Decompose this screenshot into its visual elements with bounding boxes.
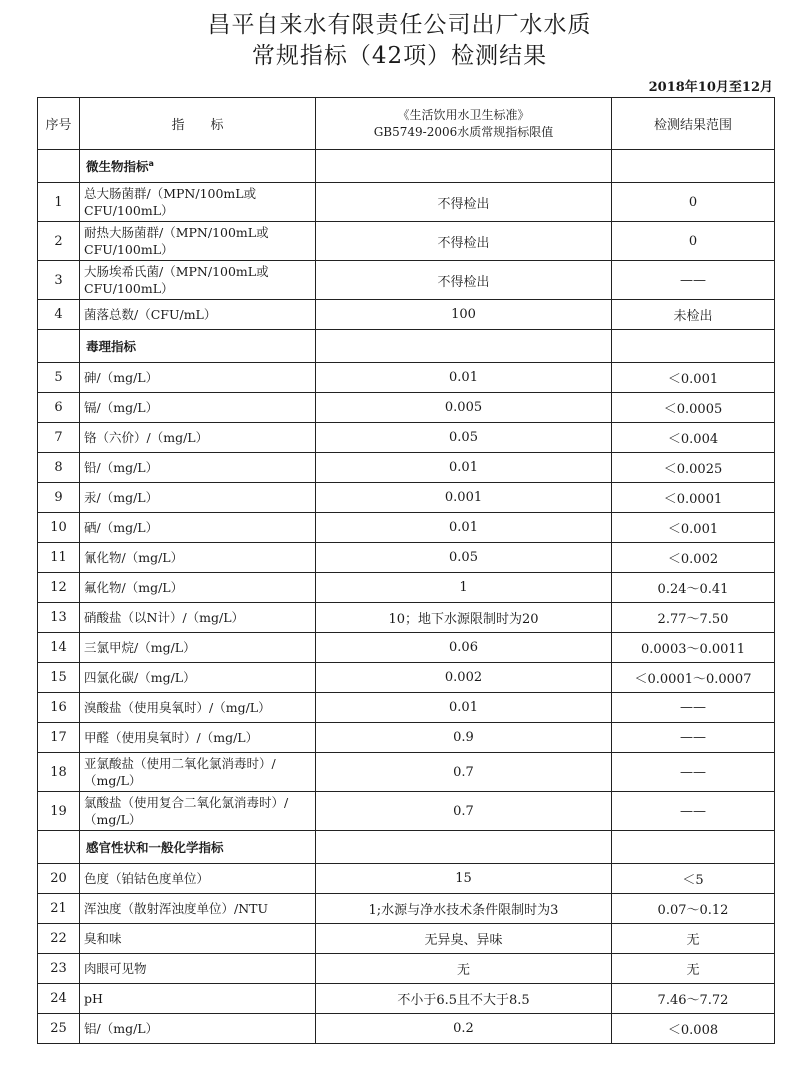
row-limit: 0.05 — [316, 543, 612, 573]
section-name-cell — [80, 150, 316, 183]
row-number: 18 — [38, 753, 80, 792]
table-row — [38, 573, 775, 603]
row-limit: 10；地下水源限制时为20 — [316, 603, 612, 633]
section-empty-cell — [316, 330, 612, 363]
water-quality-table — [37, 97, 775, 1044]
row-limit: 1 — [316, 573, 612, 603]
table-row — [38, 483, 775, 513]
row-result: 无 — [612, 924, 775, 954]
row-indicator: 亚氯酸盐（使用二氧化氯消毒时）/（mg/L） — [80, 753, 316, 792]
row-limit: 0.2 — [316, 1014, 612, 1044]
row-number: 2 — [38, 222, 80, 261]
row-indicator: 硒/（mg/L） — [80, 513, 316, 543]
table-row — [38, 261, 775, 300]
row-result: ＜0.001 — [612, 363, 775, 393]
row-indicator: 臭和味 — [80, 924, 316, 954]
table-row — [38, 723, 775, 753]
row-result: 无 — [612, 954, 775, 984]
section-row — [38, 330, 775, 363]
section-name: 微生物指标 — [86, 159, 149, 174]
row-result: ＜5 — [612, 864, 775, 894]
section-name-cell — [80, 831, 316, 864]
row-indicator: 四氯化碳/（mg/L） — [80, 663, 316, 693]
section-empty-cell — [38, 150, 80, 183]
row-indicator: 总大肠菌群/（MPN/100mL或CFU/100mL） — [80, 183, 316, 222]
row-result: ＜0.0005 — [612, 393, 775, 423]
table-row — [38, 894, 775, 924]
header-standard-line2: GB5749-2006水质常规指标限值 — [373, 124, 554, 139]
row-result: ＜0.001 — [612, 513, 775, 543]
table-row — [38, 792, 775, 831]
section-empty-cell — [612, 150, 775, 183]
row-number: 13 — [38, 603, 80, 633]
document-title-line1: 昌平自来水有限责任公司出厂水水质 — [207, 12, 592, 38]
row-indicator: 汞/（mg/L） — [80, 483, 316, 513]
row-indicator: 浑浊度（散射浑浊度单位）/NTU — [80, 894, 316, 924]
section-empty-cell — [612, 831, 775, 864]
row-indicator: 硝酸盐（以N计）/（mg/L） — [80, 603, 316, 633]
row-result: ＜0.0001～0.0007 — [612, 663, 775, 693]
row-result: —— — [612, 723, 775, 753]
row-number: 3 — [38, 261, 80, 300]
row-result: 7.46～7.72 — [612, 984, 775, 1014]
table-row — [38, 1014, 775, 1044]
row-indicator: 色度（铂钴色度单位） — [80, 864, 316, 894]
row-indicator: 肉眼可见物 — [80, 954, 316, 984]
header-result: 检测结果范围 — [612, 98, 775, 150]
row-limit: 0.01 — [316, 513, 612, 543]
row-indicator: 甲醛（使用臭氧时）/（mg/L） — [80, 723, 316, 753]
table-row — [38, 753, 775, 792]
table-row — [38, 222, 775, 261]
row-number: 10 — [38, 513, 80, 543]
row-result: 2.77～7.50 — [612, 603, 775, 633]
table-row — [38, 363, 775, 393]
section-name: 毒理指标 — [86, 339, 137, 354]
row-number: 12 — [38, 573, 80, 603]
row-result: —— — [612, 261, 775, 300]
row-result: ＜0.0025 — [612, 453, 775, 483]
row-limit: 0.06 — [316, 633, 612, 663]
row-limit: 0.7 — [316, 753, 612, 792]
row-limit: 0.01 — [316, 453, 612, 483]
row-limit: 不得检出 — [316, 183, 612, 222]
row-indicator: 铝/（mg/L） — [80, 1014, 316, 1044]
row-limit: 不小于6.5且不大于8.5 — [316, 984, 612, 1014]
section-name: 感官性状和一般化学指标 — [86, 840, 224, 855]
row-result: ＜0.004 — [612, 423, 775, 453]
row-indicator: 氟化物/（mg/L） — [80, 573, 316, 603]
row-number: 25 — [38, 1014, 80, 1044]
row-number: 9 — [38, 483, 80, 513]
row-number: 24 — [38, 984, 80, 1014]
row-indicator: 氯酸盐（使用复合二氧化氯消毒时）/（mg/L） — [80, 792, 316, 831]
row-number: 16 — [38, 693, 80, 723]
row-limit: 无 — [316, 954, 612, 984]
row-number: 21 — [38, 894, 80, 924]
row-number: 15 — [38, 663, 80, 693]
row-result: 0 — [612, 183, 775, 222]
row-number: 14 — [38, 633, 80, 663]
row-limit: 无异臭、异味 — [316, 924, 612, 954]
section-empty-cell — [612, 330, 775, 363]
row-indicator: 溴酸盐（使用臭氧时）/（mg/L） — [80, 693, 316, 723]
section-row — [38, 831, 775, 864]
table-row — [38, 663, 775, 693]
table-row — [38, 513, 775, 543]
row-indicator: 镉/（mg/L） — [80, 393, 316, 423]
section-empty-cell — [38, 831, 80, 864]
row-result: ＜0.002 — [612, 543, 775, 573]
row-indicator: 砷/（mg/L） — [80, 363, 316, 393]
row-number: 17 — [38, 723, 80, 753]
row-number: 6 — [38, 393, 80, 423]
row-number: 19 — [38, 792, 80, 831]
row-result: ＜0.008 — [612, 1014, 775, 1044]
header-standard — [316, 98, 612, 150]
row-result: ＜0.0001 — [612, 483, 775, 513]
row-number: 7 — [38, 423, 80, 453]
row-limit: 不得检出 — [316, 261, 612, 300]
row-limit: 0.001 — [316, 483, 612, 513]
row-limit: 0.002 — [316, 663, 612, 693]
row-limit: 0.01 — [316, 363, 612, 393]
row-limit: 0.005 — [316, 393, 612, 423]
row-result: 0.24～0.41 — [612, 573, 775, 603]
row-indicator: pH — [80, 984, 316, 1014]
row-indicator: 氰化物/（mg/L） — [80, 543, 316, 573]
table-row — [38, 693, 775, 723]
row-result: —— — [612, 792, 775, 831]
document-title-line2: 常规指标（42项）检测结果 — [251, 43, 548, 69]
row-result: —— — [612, 693, 775, 723]
table-row — [38, 453, 775, 483]
row-indicator: 大肠埃希氏菌/（MPN/100mL或CFU/100mL） — [80, 261, 316, 300]
row-number: 20 — [38, 864, 80, 894]
row-limit: 100 — [316, 300, 612, 330]
row-number: 5 — [38, 363, 80, 393]
row-number: 23 — [38, 954, 80, 984]
table-row — [38, 300, 775, 330]
row-result: 0.0003～0.0011 — [612, 633, 775, 663]
table-row — [38, 423, 775, 453]
section-empty-cell — [316, 150, 612, 183]
header-seq: 序号 — [38, 98, 80, 150]
header-standard-line1: 《生活饮用水卫生标准》 — [397, 107, 530, 122]
row-indicator: 菌落总数/（CFU/mL） — [80, 300, 316, 330]
row-indicator: 耐热大肠菌群/（MPN/100mL或CFU/100mL） — [80, 222, 316, 261]
table-row — [38, 954, 775, 984]
row-number: 1 — [38, 183, 80, 222]
row-limit: 0.7 — [316, 792, 612, 831]
section-footnote-mark: a — [148, 158, 154, 168]
row-result: 0.07～0.12 — [612, 894, 775, 924]
table-row — [38, 603, 775, 633]
section-row — [38, 150, 775, 183]
date-range: 2018年10月至12月 — [648, 80, 773, 95]
section-empty-cell — [38, 330, 80, 363]
row-limit: 15 — [316, 864, 612, 894]
row-limit: 0.01 — [316, 693, 612, 723]
row-number: 11 — [38, 543, 80, 573]
row-result: 0 — [612, 222, 775, 261]
table-row — [38, 864, 775, 894]
section-empty-cell — [316, 831, 612, 864]
header-indicator: 指 标 — [80, 98, 316, 150]
row-limit: 0.9 — [316, 723, 612, 753]
row-limit: 不得检出 — [316, 222, 612, 261]
table-row — [38, 924, 775, 954]
table-row — [38, 183, 775, 222]
table-row — [38, 543, 775, 573]
row-result: —— — [612, 753, 775, 792]
row-limit: 0.05 — [316, 423, 612, 453]
row-number: 4 — [38, 300, 80, 330]
row-indicator: 三氯甲烷/（mg/L） — [80, 633, 316, 663]
table-row — [38, 633, 775, 663]
row-indicator: 铬（六价）/（mg/L） — [80, 423, 316, 453]
row-number: 8 — [38, 453, 80, 483]
row-indicator: 铅/（mg/L） — [80, 453, 316, 483]
section-name-cell — [80, 330, 316, 363]
row-limit: 1;水源与净水技术条件限制时为3 — [316, 894, 612, 924]
table-header-row — [38, 98, 775, 150]
table-row — [38, 393, 775, 423]
row-result: 未检出 — [612, 300, 775, 330]
row-number: 22 — [38, 924, 80, 954]
table-row — [38, 984, 775, 1014]
